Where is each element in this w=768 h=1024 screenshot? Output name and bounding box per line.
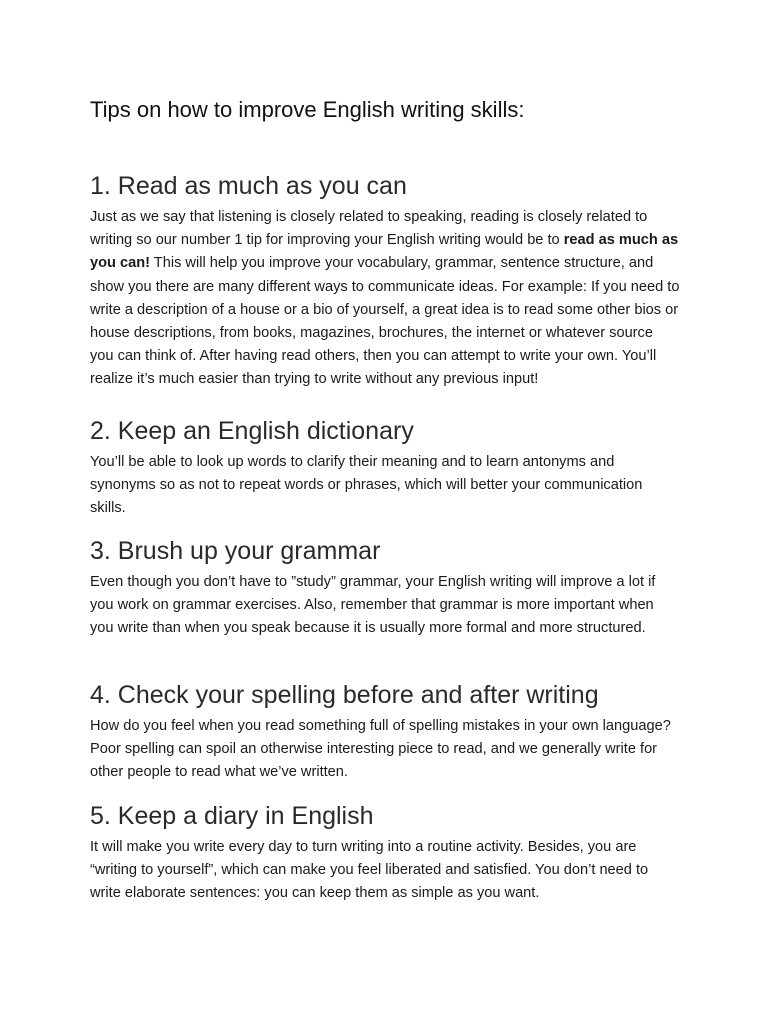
tip-section-4: [90, 679, 680, 785]
tip-section-2: [90, 415, 680, 521]
tip-body-1-rest: This will help you improve your vocabulary, grammar, sentence structure, and show you there are many different ways to communicate ideas. For example: If you need to write a description of a house or a bio of yourself, a great idea is to read some other bios or house descriptions, from books, magazines, brochures, the internet or whatever source you can think of. After having read others, then you can attempt to write your own. You’ll realize it’s much easier than trying to write without any previous input!: [90, 255, 680, 388]
tip-body-1: [90, 206, 680, 392]
tip-body-2: You’ll be able to look up words to clarify their meaning and to learn antonyms and synonyms so as not to repeat words or phrases, which will better your communication skills.: [90, 454, 643, 517]
tip-body-5: It will make you write every day to turn writing into a routine activity. Besides, you are “writing to yourself”, which can make you feel liberated and satisfied. You don’t need to write elaborate sentences: you can keep them as simple as you want.: [90, 839, 649, 902]
tip-section-5: [90, 800, 680, 906]
tip-section-3: [90, 535, 680, 641]
tip-section-1: [90, 170, 680, 392]
tip-body-1-intro: Just as we say that listening is closely related to speaking, reading is closely related to writing so our number 1 tip for improving your English writing would be to: [90, 209, 648, 249]
tip-body-3: Even though you don’t have to ”study” grammar, your English writing will improve a lot if you work on grammar exercises. Also, remember that grammar is more important when you write than when you speak because it is usually more formal and more structured.: [90, 574, 656, 637]
tip-heading-5: 5. Keep a diary in English: [90, 802, 374, 830]
tip-body-1-emphasis: read as much as you can!: [90, 232, 679, 272]
tip-body-4: How do you feel when you read something full of spelling mistakes in your own language? Poor spelling can spoil an otherwise interesting piece to read, and we generally write for other people to read what we’ve written.: [90, 718, 671, 781]
document-title: Tips on how to improve English writing skills:: [90, 97, 525, 122]
tip-heading-4: 4. Check your spelling before and after writing: [90, 681, 599, 709]
tip-heading-1: 1. Read as much as you can: [90, 172, 407, 200]
tip-heading-3: 3. Brush up your grammar: [90, 537, 381, 565]
tip-heading-2: 2. Keep an English dictionary: [90, 417, 414, 445]
